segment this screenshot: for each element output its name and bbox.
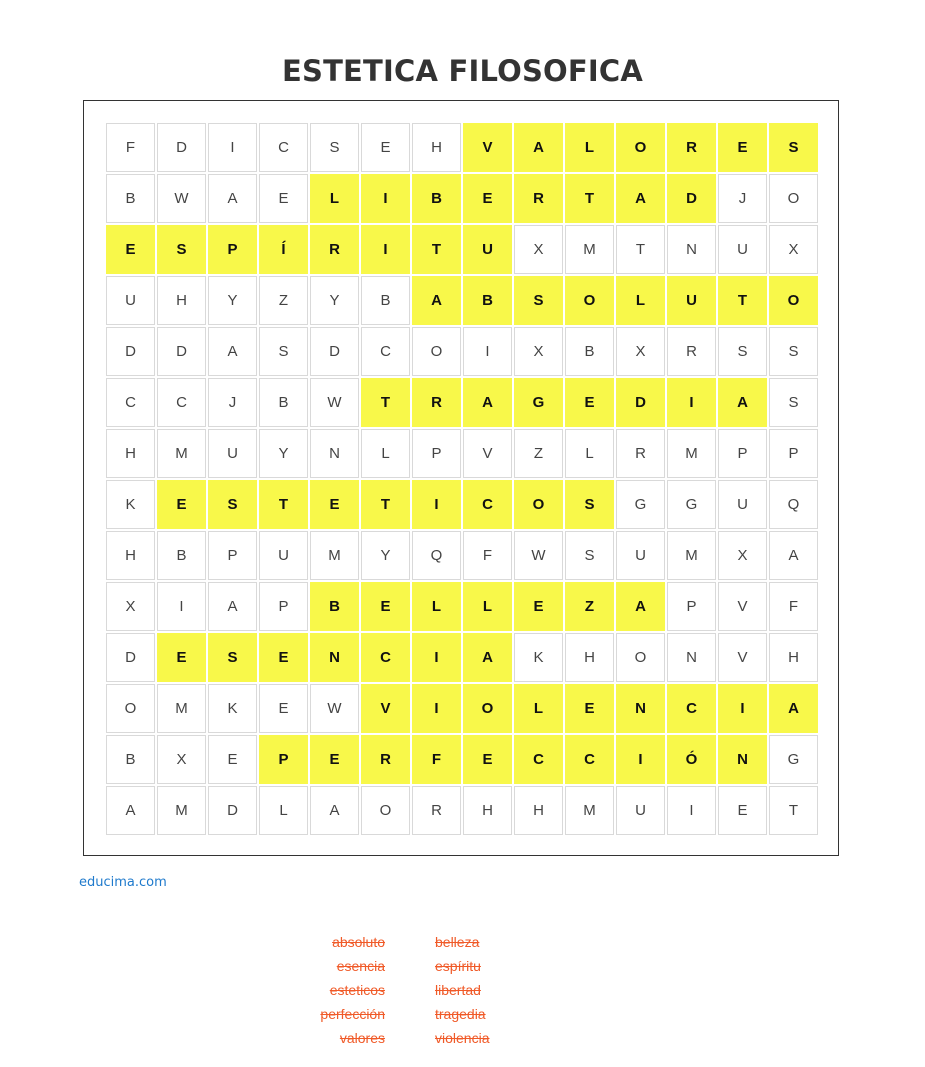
grid-cell[interactable]: B [157,531,206,580]
word-list [0,930,925,1060]
grid-cell[interactable]: X [106,582,155,631]
grid-cell[interactable]: X [769,225,818,274]
grid-cell[interactable]: C [463,480,512,529]
grid-cell[interactable]: P [667,582,716,631]
grid-cell[interactable]: V [361,684,410,733]
grid-cell[interactable]: V [718,582,767,631]
grid-cell[interactable]: S [718,327,767,376]
grid-cell[interactable]: C [667,684,716,733]
grid-cell[interactable]: B [259,378,308,427]
grid-cell[interactable]: F [412,735,461,784]
page-title: ESTETICA FILOSOFICA [281,54,644,88]
grid-cell[interactable]: F [463,531,512,580]
grid-cell[interactable]: C [361,327,410,376]
grid-cell[interactable]: Y [361,531,410,580]
grid-cell[interactable]: I [718,684,767,733]
grid-cell[interactable]: A [106,786,155,835]
grid-cell[interactable]: E [259,174,308,223]
grid-cell[interactable]: K [208,684,257,733]
grid-cell[interactable]: F [769,582,818,631]
grid-cell[interactable]: L [259,786,308,835]
grid-cell[interactable]: R [514,174,563,223]
grid-cell[interactable]: A [514,123,563,172]
grid-cell[interactable]: S [769,327,818,376]
grid-cell[interactable]: Y [310,276,359,325]
grid-cell[interactable]: H [106,429,155,478]
grid-cell[interactable]: H [412,123,461,172]
grid-cell[interactable]: E [514,582,563,631]
grid-cell[interactable]: T [361,378,410,427]
grid-cell[interactable]: R [616,429,665,478]
grid-cell[interactable]: W [157,174,206,223]
grid-cell[interactable]: B [106,735,155,784]
grid-cell[interactable]: J [208,378,257,427]
grid-cell[interactable]: I [361,174,410,223]
grid-cell[interactable]: X [514,225,563,274]
grid-cell[interactable]: S [157,225,206,274]
grid-cell[interactable]: E [157,633,206,682]
grid-cell[interactable]: U [718,225,767,274]
grid-cell[interactable]: M [310,531,359,580]
grid-cell[interactable]: X [616,327,665,376]
grid-cell[interactable]: I [412,684,461,733]
grid-cell[interactable]: O [769,276,818,325]
grid-cell[interactable]: R [412,786,461,835]
grid-cell[interactable]: U [616,531,665,580]
grid-cell[interactable]: E [565,378,614,427]
grid-cell[interactable]: H [106,531,155,580]
grid-cell[interactable]: D [106,633,155,682]
grid-cell[interactable]: L [565,123,614,172]
grid-cell[interactable]: B [361,276,410,325]
found-word: perfección [320,1006,385,1022]
grid-cell[interactable]: P [259,735,308,784]
grid-cell[interactable]: E [259,633,308,682]
grid-cell[interactable]: I [412,480,461,529]
grid-cell[interactable]: A [310,786,359,835]
grid-cell[interactable]: B [463,276,512,325]
grid-cell[interactable]: E [259,684,308,733]
grid-cell[interactable]: L [310,174,359,223]
grid-cell[interactable]: K [106,480,155,529]
grid-cell[interactable]: X [718,531,767,580]
grid-cell[interactable]: N [667,633,716,682]
grid-cell[interactable]: A [463,633,512,682]
grid-cell[interactable]: I [412,633,461,682]
grid-cell[interactable]: C [106,378,155,427]
grid-cell[interactable]: A [208,582,257,631]
grid-cell[interactable]: T [412,225,461,274]
grid-cell[interactable]: A [208,327,257,376]
grid-cell[interactable]: D [310,327,359,376]
grid-cell[interactable]: O [514,480,563,529]
grid-cell[interactable]: F [106,123,155,172]
grid-cell[interactable]: W [514,531,563,580]
grid-cell[interactable]: R [667,327,716,376]
grid-cell[interactable]: V [718,633,767,682]
found-word: libertad [435,982,481,998]
grid-cell[interactable]: Q [412,531,461,580]
grid-cell[interactable]: E [463,735,512,784]
grid-cell[interactable]: D [616,378,665,427]
letter-grid[interactable] [106,123,820,835]
grid-cell[interactable]: M [157,786,206,835]
grid-cell[interactable]: E [157,480,206,529]
grid-cell[interactable]: S [769,378,818,427]
grid-cell[interactable]: P [769,429,818,478]
found-word: belleza [435,934,480,950]
grid-cell[interactable]: C [157,378,206,427]
found-word: absoluto [332,934,385,950]
found-word: valores [339,1030,385,1046]
grid-cell[interactable]: P [208,225,257,274]
grid-cell[interactable]: A [769,531,818,580]
grid-cell[interactable]: C [361,633,410,682]
grid-cell[interactable]: G [667,480,716,529]
grid-cell[interactable]: Z [259,276,308,325]
grid-cell[interactable]: X [514,327,563,376]
word-list-right-column [435,930,489,1050]
grid-cell[interactable]: E [208,735,257,784]
grid-cell[interactable]: B [106,174,155,223]
grid-cell[interactable]: Í [259,225,308,274]
grid-cell[interactable]: M [667,429,716,478]
grid-cell[interactable]: T [259,480,308,529]
grid-cell[interactable]: U [208,429,257,478]
grid-cell[interactable]: O [616,123,665,172]
found-word: espíritu [435,958,481,974]
grid-cell[interactable]: W [310,684,359,733]
grid-cell[interactable]: I [157,582,206,631]
found-word: tragedia [435,1006,486,1022]
grid-cell[interactable]: S [514,276,563,325]
grid-cell[interactable]: M [157,429,206,478]
grid-cell[interactable]: Ó [667,735,716,784]
grid-cell[interactable]: V [463,429,512,478]
grid-cell[interactable]: Y [259,429,308,478]
grid-cell[interactable]: O [412,327,461,376]
grid-cell[interactable]: M [667,531,716,580]
grid-cell[interactable]: V [463,123,512,172]
grid-cell[interactable]: M [565,225,614,274]
word-list-left-column [320,930,385,1050]
grid-cell[interactable]: U [718,480,767,529]
grid-cell[interactable]: G [514,378,563,427]
grid-cell[interactable]: S [310,123,359,172]
grid-cell[interactable]: U [106,276,155,325]
grid-cell[interactable]: A [718,378,767,427]
grid-cell[interactable]: R [412,378,461,427]
grid-cell[interactable]: M [157,684,206,733]
grid-cell[interactable]: L [565,429,614,478]
grid-cell[interactable]: T [769,786,818,835]
grid-cell[interactable]: E [718,123,767,172]
grid-cell[interactable]: M [565,786,614,835]
grid-cell[interactable]: Z [514,429,563,478]
grid-cell[interactable]: A [463,378,512,427]
grid-cell[interactable]: U [616,786,665,835]
grid-cell[interactable]: A [769,684,818,733]
grid-cell[interactable]: E [565,684,614,733]
grid-cell[interactable]: H [157,276,206,325]
grid-cell[interactable]: N [667,225,716,274]
grid-cell[interactable]: T [565,174,614,223]
grid-cell[interactable]: E [310,480,359,529]
grid-cell[interactable]: H [463,786,512,835]
grid-cell[interactable]: T [361,480,410,529]
grid-cell[interactable]: E [361,123,410,172]
grid-cell[interactable]: A [412,276,461,325]
grid-cell[interactable]: E [718,786,767,835]
grid-cell[interactable]: P [718,429,767,478]
grid-cell[interactable]: S [208,633,257,682]
grid-cell[interactable]: H [514,786,563,835]
found-word: esencia [336,958,385,974]
grid-cell[interactable]: B [412,174,461,223]
found-word: violencia [435,1030,490,1046]
grid-cell[interactable]: G [616,480,665,529]
grid-cell[interactable]: K [514,633,563,682]
grid-cell[interactable]: W [310,378,359,427]
grid-cell[interactable]: R [667,123,716,172]
grid-cell[interactable]: L [463,582,512,631]
grid-cell[interactable]: B [310,582,359,631]
grid-cell[interactable]: E [310,735,359,784]
grid-cell[interactable]: A [616,174,665,223]
grid-cell[interactable]: P [208,531,257,580]
grid-cell[interactable]: D [667,174,716,223]
grid-cell[interactable]: L [412,582,461,631]
grid-cell[interactable]: U [259,531,308,580]
grid-cell[interactable]: T [616,225,665,274]
grid-cell[interactable]: S [259,327,308,376]
grid-cell[interactable]: N [310,429,359,478]
grid-cell[interactable]: O [769,174,818,223]
grid-cell[interactable]: C [565,735,614,784]
credit-link[interactable]: educima.com [79,875,167,890]
grid-cell[interactable]: E [361,582,410,631]
found-word: esteticos [329,982,385,998]
grid-cell[interactable]: S [208,480,257,529]
grid-cell[interactable]: J [718,174,767,223]
grid-cell[interactable]: E [106,225,155,274]
grid-cell[interactable]: I [361,225,410,274]
grid-cell[interactable]: R [310,225,359,274]
grid-cell[interactable]: R [361,735,410,784]
grid-cell[interactable]: P [259,582,308,631]
grid-cell[interactable]: D [208,786,257,835]
grid-cell[interactable]: L [514,684,563,733]
grid-cell[interactable]: Y [208,276,257,325]
grid-cell[interactable]: U [667,276,716,325]
grid-cell[interactable]: G [769,735,818,784]
grid-cell[interactable]: O [463,684,512,733]
grid-cell[interactable]: L [616,276,665,325]
grid-cell[interactable]: I [667,378,716,427]
grid-cell[interactable]: I [616,735,665,784]
grid-cell[interactable]: P [412,429,461,478]
grid-cell[interactable]: I [463,327,512,376]
grid-cell[interactable]: N [616,684,665,733]
grid-cell[interactable]: E [463,174,512,223]
grid-cell[interactable]: O [565,276,614,325]
grid-cell[interactable]: H [769,633,818,682]
grid-cell[interactable]: O [361,786,410,835]
grid-cell[interactable]: N [310,633,359,682]
grid-cell[interactable]: U [463,225,512,274]
grid-cell[interactable]: I [208,123,257,172]
grid-cell[interactable]: S [565,531,614,580]
grid-cell[interactable]: I [667,786,716,835]
grid-cell[interactable]: A [616,582,665,631]
grid-cell[interactable]: H [565,633,614,682]
grid-cell[interactable]: N [718,735,767,784]
grid-cell[interactable]: C [514,735,563,784]
grid-cell[interactable]: D [157,327,206,376]
grid-cell[interactable]: A [208,174,257,223]
grid-cell[interactable]: T [718,276,767,325]
grid-cell[interactable]: S [565,480,614,529]
grid-cell[interactable]: Q [769,480,818,529]
grid-cell[interactable]: S [769,123,818,172]
grid-cell[interactable]: L [361,429,410,478]
grid-cell[interactable]: O [616,633,665,682]
grid-cell[interactable]: D [157,123,206,172]
grid-cell[interactable]: Z [565,582,614,631]
grid-cell[interactable]: X [157,735,206,784]
grid-cell[interactable]: O [106,684,155,733]
grid-cell[interactable]: C [259,123,308,172]
grid-cell[interactable]: B [565,327,614,376]
grid-cell[interactable]: D [106,327,155,376]
